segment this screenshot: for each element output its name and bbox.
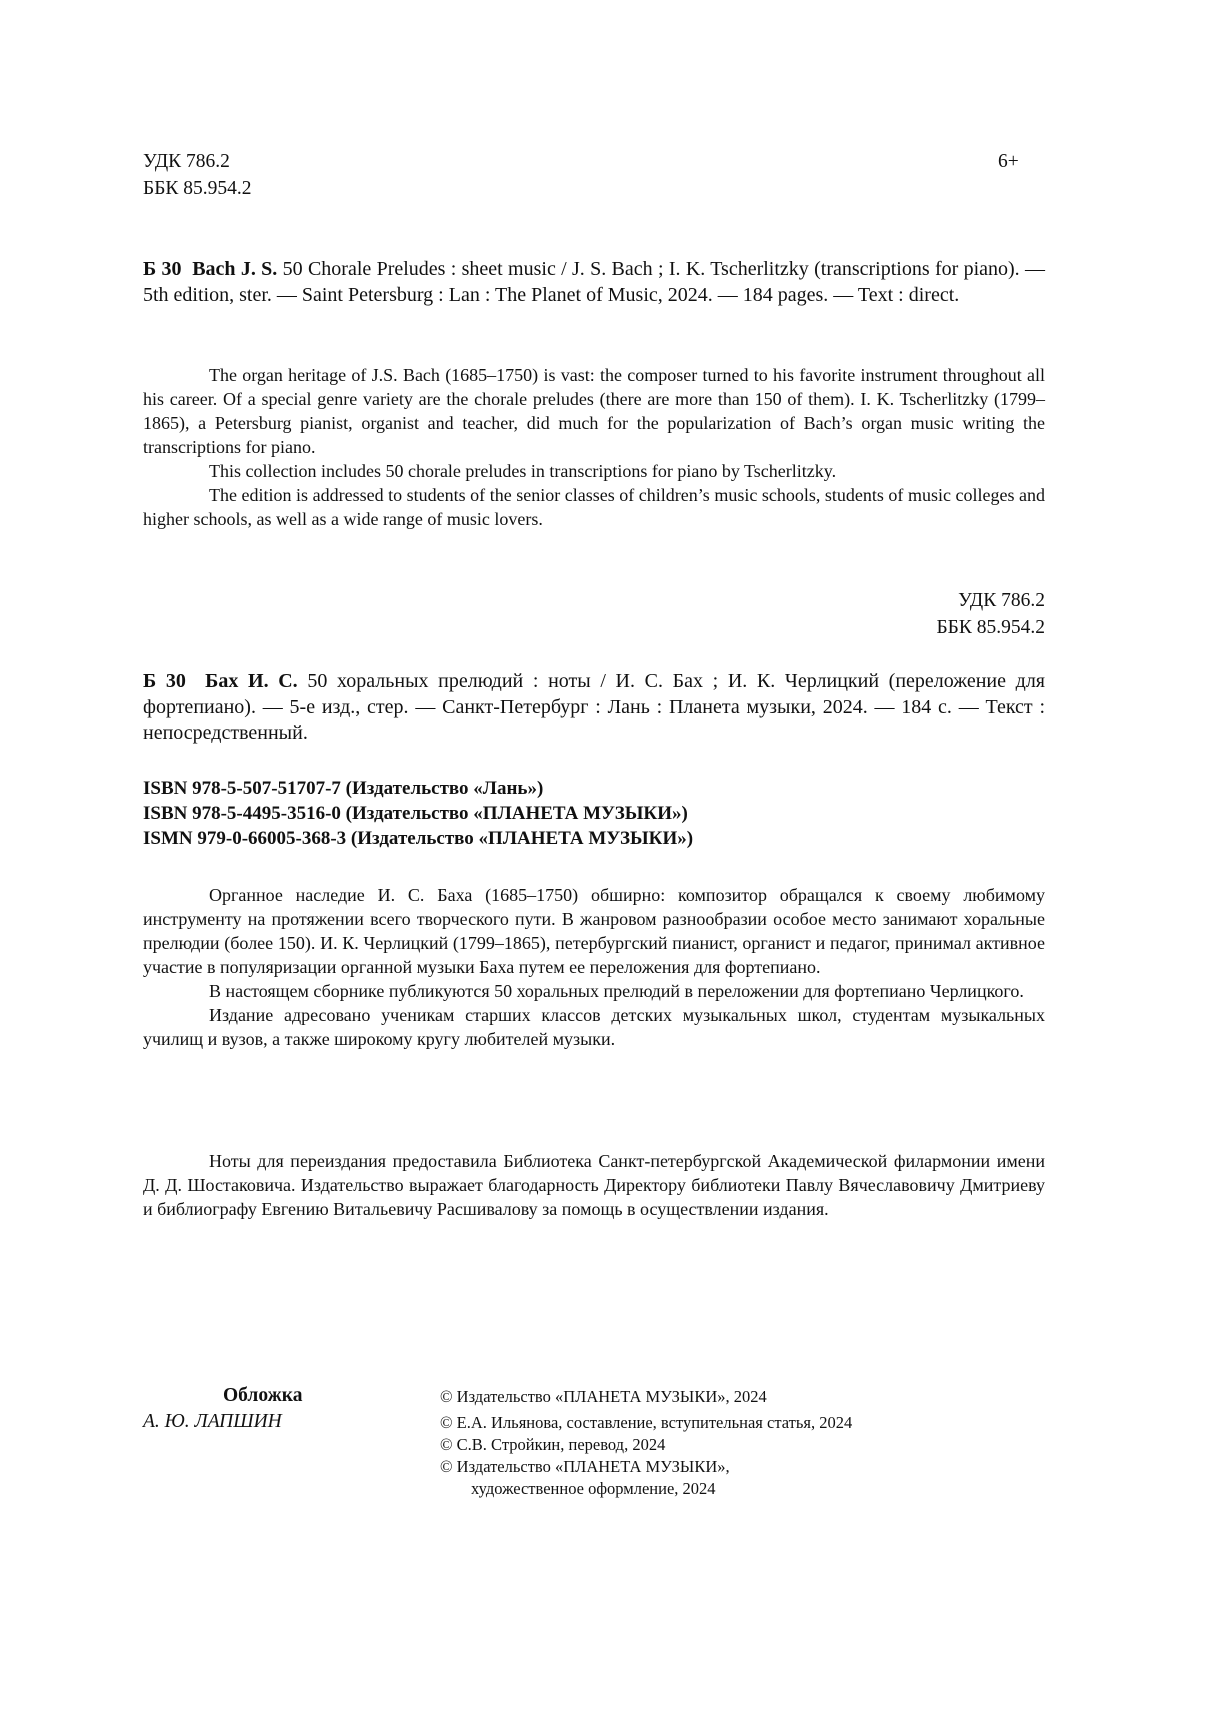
- copyright-line: © Издательство «ПЛАНЕТА МУЗЫКИ»,: [440, 1457, 730, 1476]
- bbk-code: ББК 85.954.2: [143, 178, 252, 199]
- russian-paragraph: В настоящем сборнике публикуются 50 хоральных прелюдий в переложении для фортепиано Черлицкого.: [209, 981, 1024, 1001]
- russian-paragraph: Органное наследие И. С. Баха (1685–1750) обширно: композитор обращался к своему любимому инструменту на протяжении всего творческого пути. В жанровом разнообразии особое место занимают хоральные прелюдии (более 150). И. К. Черлицкий (1799–1865), петербургский пианист, органист и педагог, принимал активное участие в популяризации органной музыки Баха путем ее переложения для фортепиано.: [143, 885, 1045, 977]
- english-paragraph: The edition is addressed to students of the senior classes of children’s music schools, students of music colleges and higher schools, as well as a wide range of music lovers.: [143, 485, 1045, 529]
- cover-label: Обложка: [223, 1385, 303, 1406]
- english-author: Bach J. S.: [192, 258, 278, 280]
- copyright-line: художественное оформление, 2024: [471, 1479, 716, 1498]
- copyright-line: © С.В. Стройкин, перевод, 2024: [440, 1435, 666, 1454]
- english-paragraph: The organ heritage of J.S. Bach (1685–1750) is vast: the composer turned to his favorite instrument throughout all his career. Of a special genre variety are the chorale preludes (there are more than 150 of them). I. K. Tscherlitzky (1799–1865), a Petersburg pianist, organist and teacher, did much for the popularization of Bach’s organ music writing the transcriptions for piano.: [143, 365, 1045, 457]
- acknowledgement: [143, 1149, 1045, 1221]
- russian-record-code: Б 30: [143, 670, 186, 692]
- copyright-line: © Е.А. Ильянова, составление, вступительная статья, 2024: [440, 1413, 853, 1432]
- acknowledgement-text: Ноты для переиздания предоставила Библиотека Санкт-петербургской Академической филармонии имени Д. Д. Шостаковича. Издательство выражает благодарность Директору библиотеки Павлу Вячеславовичу Дмитриеву и библиографу Евгению Витальевичу Расшивалову за помощь в осуществлении издания.: [143, 1151, 1045, 1219]
- isbn-planet-music: ISBN 978-5-4495-3516-0 (Издательство «ПЛАНЕТА МУЗЫКИ»): [143, 803, 688, 824]
- russian-bibliographic-text: 50 хоральных прелюдий : ноты / И. С. Бах ; И. К. Черлицкий (переложение для фортепиано). — 5-е изд., стер. — Санкт-Петербург : Лань : Планета музыки, 2024. — 184 с. — Текст : непосредственный.: [143, 670, 1045, 744]
- english-bibliographic-record: [143, 256, 1045, 308]
- english-bibliographic-text: 50 Chorale Preludes : sheet music / J. S. Bach ; I. K. Tscherlitzky (transcriptions for piano). — 5th edition, ster. — Saint Petersburg : Lan : The Planet of Music, 2024. — 184 pages. — Text : direct.: [143, 258, 1046, 306]
- russian-bbk-code: ББК 85.954.2: [936, 617, 1045, 638]
- english-paragraph: This collection includes 50 chorale preludes in transcriptions for piano by Tscherlitzky.: [209, 461, 837, 481]
- russian-author: Бах И. С.: [205, 670, 298, 692]
- isbn-lan: ISBN 978-5-507-51707-7 (Издательство «Лань»): [143, 778, 544, 799]
- russian-annotation: [143, 883, 1045, 1051]
- ismn-planet-music: ISMN 979-0-66005-368-3 (Издательство «ПЛАНЕТА МУЗЫКИ»): [143, 828, 694, 849]
- english-annotation: [143, 363, 1045, 531]
- copyright-line: © Издательство «ПЛАНЕТА МУЗЫКИ», 2024: [440, 1387, 767, 1406]
- age-rating: 6+: [998, 151, 1019, 172]
- russian-paragraph: Издание адресовано ученикам старших классов детских музыкальных школ, студентам музыкальных училищ и вузов, а также широкому кругу любителей музыки.: [143, 1005, 1045, 1049]
- udk-code: УДК 786.2: [143, 151, 230, 172]
- russian-udk-code: УДК 786.2: [958, 590, 1045, 611]
- english-record-code: Б 30: [143, 258, 182, 280]
- russian-bibliographic-record: [143, 668, 1045, 746]
- cover-artist: А. Ю. ЛАПШИН: [143, 1411, 282, 1432]
